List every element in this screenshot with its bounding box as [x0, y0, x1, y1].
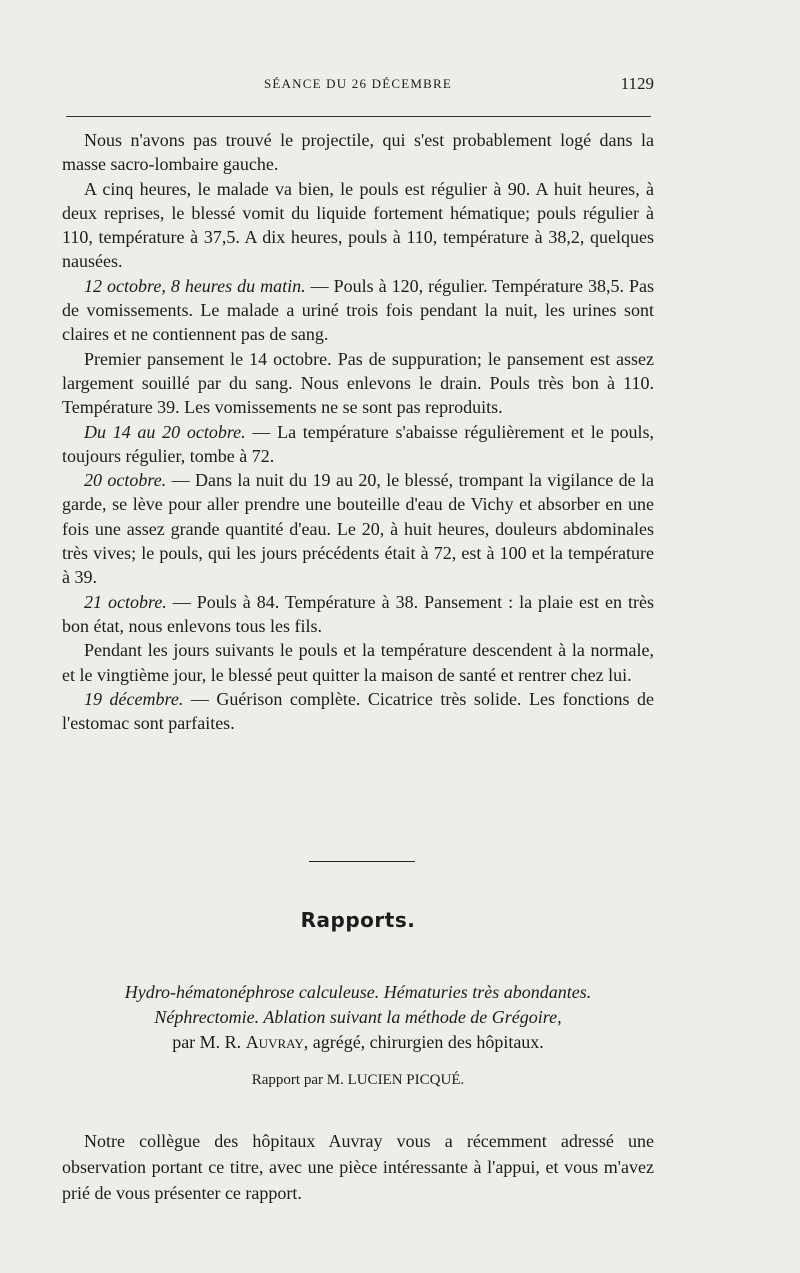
case-title-line: Hydro-hématonéphrose calculeuse. Hématuries très abondantes.: [124, 982, 592, 1002]
section-divider: [309, 861, 415, 862]
case-report-body: [62, 128, 654, 735]
paragraph: 20 octobre. — Dans la nuit du 19 au 20, le blessé, trompant la vigilance de la garde, se lève pour aller prendre une bouteille d'eau de Vichy et absorber en une fois une assez grande quantité d'eau. Le 20, à huit heures, douleurs abdominales très vives; le pouls, qui les jours précédents était à 72, est à 100 et la température à 39.: [62, 470, 654, 588]
closing-paragraph: Notre collègue des hôpitaux Auvray vous a récemment adressé une observation portant ce titre, avec une pièce intéressante à l'appui, et vous m'avez prié de vous présenter ce rapport.: [62, 1131, 654, 1203]
page-number: 1129: [620, 74, 654, 93]
paragraph: A cinq heures, le malade va bien, le pouls est régulier à 90. A huit heures, à deux reprises, le blessé vomit du liquide fortement hématique; pouls régulier à 110, température à 37,5. A dix heures, pouls à 110, température à 38,2, quelques nausées.: [62, 178, 654, 272]
paragraph: Du 14 au 20 octobre. — La température s'abaisse régulièrement et le pouls, toujours régulier, tombe à 72.: [62, 421, 654, 466]
running-head: [62, 76, 654, 98]
paragraph: 19 décembre. — Guérison complète. Cicatrice très solide. Les fonctions de l'estomac sont parfaites.: [62, 688, 654, 734]
paragraph: Nous n'avons pas trouvé le projectile, qui s'est probablement logé dans la masse sacro-lombaire gauche.: [62, 130, 654, 175]
case-title-author-line: par M. R. Auvray, agrégé, chirurgien des hôpitaux.: [172, 1032, 544, 1052]
running-head-title: SÉANCE DU 26 DÉCEMBRE: [263, 76, 453, 91]
paragraph: 21 octobre. — Pouls à 84. Température à 38. Pansement : la plaie est en très bon état, nous enlevons tous les fils.: [62, 591, 654, 636]
author-name: Auvray: [245, 1032, 304, 1052]
section-heading: Rapports.: [300, 908, 416, 932]
paragraph: Premier pansement le 14 octobre. Pas de suppuration; le pansement est assez largement souillé par du sang. Nous enlevons le drain. Pouls très bon à 110. Température 39. Les vomissements ne se sont pas reproduits.: [62, 348, 654, 418]
header-rule: [66, 116, 651, 117]
report-by: Rapport par M. LUCIEN PICQUÉ.: [251, 1072, 465, 1088]
paragraph: 12 octobre, 8 heures du matin. — Pouls à 120, régulier. Température 38,5. Pas de vomissements. Le malade a uriné trois fois pendant la nuit, les urines sont claires et ne contiennent pas de sang.: [62, 275, 654, 345]
case-title: [62, 980, 654, 1055]
case-title-line: Néphrectomie. Ablation suivant la méthode de Grégoire,: [154, 1007, 562, 1027]
paragraph: Pendant les jours suivants le pouls et la température descendent à la normale, et le vingtième jour, le blessé peut quitter la maison de santé et rentrer chez lui.: [62, 640, 654, 685]
